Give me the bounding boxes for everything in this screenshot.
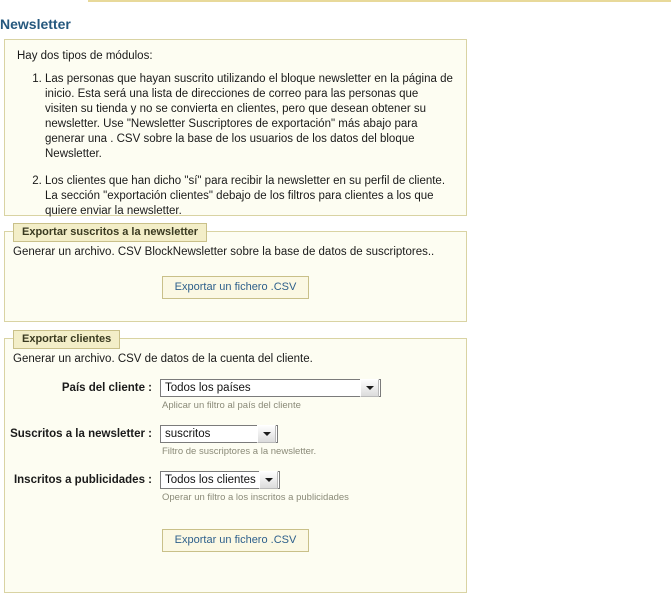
country-filter-row bbox=[5, 379, 466, 411]
optin-filter-row bbox=[5, 471, 466, 503]
export-clients-panel bbox=[4, 333, 467, 593]
list-item: 1. Las personas que hayan suscrito utilizando el bloque newsletter en la página de inicio. Esta será una lista de direcciones de correo para las personas que visiten su tienda y no se convierta en clientes, pero que desean obtener su newsletter. Use "Newsletter Suscriptores de exportación" más abajo para generar una . CSV sobre la base de los usuarios de los datos del bloque Newsletter. bbox=[45, 72, 454, 162]
list-item: 2. Los clientes que han dicho "sí" para recibir la newsletter en su perfil de cliente. La sección "exportación clientes" debajo de los filtros para clientes a los que quiere enviar la newsletter. bbox=[45, 174, 454, 219]
optin-filter-hint: Operar un filtro a los inscritos a publicidades bbox=[162, 492, 349, 503]
country-filter-select[interactable] bbox=[160, 379, 381, 397]
intro-lead: Hay dos tipos de módulos: bbox=[17, 50, 153, 62]
optin-filter-value: Todos los clientes bbox=[165, 474, 256, 486]
optin-filter-label: Inscritos a publicidades : bbox=[13, 474, 152, 486]
intro-panel bbox=[4, 39, 467, 216]
newsletter-filter-label: Suscritos a la newsletter : bbox=[10, 428, 152, 440]
chevron-down-icon[interactable] bbox=[360, 379, 379, 397]
export-subscribers-button-row bbox=[5, 276, 466, 299]
export-subscribers-legend: Exportar suscritos a la newsletter bbox=[13, 223, 207, 242]
optin-filter-select[interactable] bbox=[160, 471, 280, 489]
chevron-down-icon[interactable] bbox=[257, 425, 276, 443]
export-clients-button-row bbox=[5, 529, 466, 552]
country-filter-hint: Aplicar un filtro al país del cliente bbox=[162, 400, 301, 411]
export-clients-legend: Exportar clientes bbox=[13, 330, 120, 349]
export-clients-description: Generar un archivo. CSV de datos de la cuenta del cliente. bbox=[13, 353, 313, 365]
chevron-down-icon[interactable] bbox=[259, 471, 278, 489]
newsletter-filter-hint: Filtro de suscriptores a la newsletter. bbox=[162, 446, 317, 457]
newsletter-filter-select[interactable] bbox=[160, 425, 278, 443]
export-subscribers-description: Generar un archivo. CSV BlockNewsletter sobre la base de datos de suscriptores.. bbox=[13, 246, 435, 258]
intro-list bbox=[17, 72, 454, 219]
newsletter-filter-row bbox=[5, 425, 466, 457]
country-filter-label: País del cliente : bbox=[61, 382, 152, 394]
country-filter-value: Todos los países bbox=[165, 382, 251, 394]
export-subscribers-panel bbox=[4, 226, 467, 322]
page-title: Newsletter bbox=[0, 16, 71, 32]
newsletter-filter-value: suscritos bbox=[165, 428, 211, 440]
export-subscribers-csv-button[interactable]: Exportar un fichero .CSV bbox=[162, 276, 310, 299]
top-divider bbox=[88, 0, 671, 2]
export-clients-csv-button[interactable]: Exportar un fichero .CSV bbox=[162, 529, 310, 552]
